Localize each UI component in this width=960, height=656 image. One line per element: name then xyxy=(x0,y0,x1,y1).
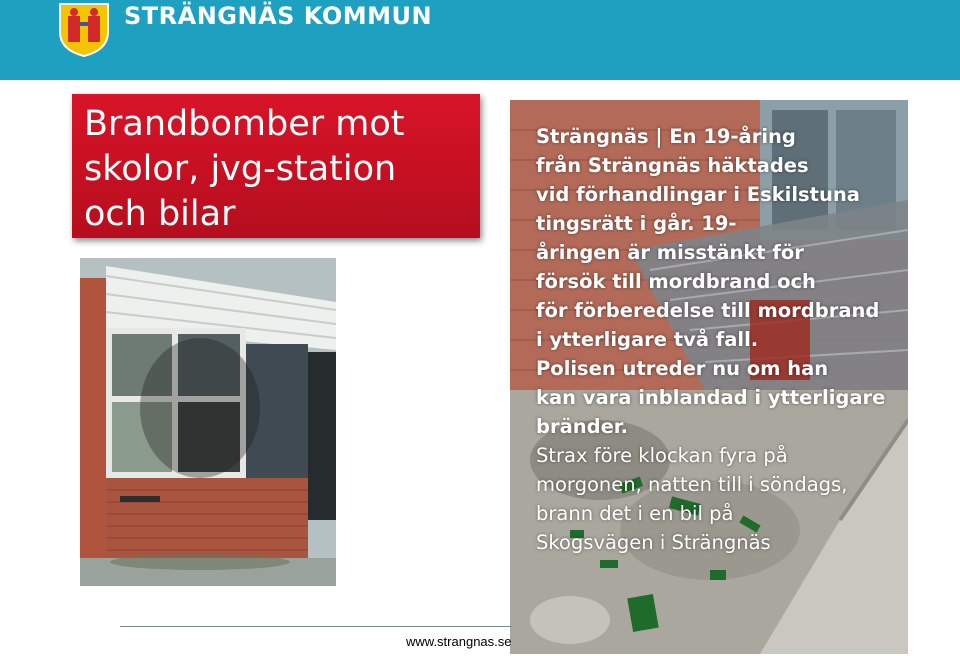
article-line: i ytterligare två fall. xyxy=(536,328,759,351)
article-line: Polisen utreder nu om han xyxy=(536,357,829,380)
title-line: och bilar xyxy=(84,194,236,234)
title-line: skolor, jvg-station xyxy=(84,149,397,189)
brand-wordmark: STRÄNGNÄS KOMMUN xyxy=(124,2,433,30)
article-line: från Strängnäs häktades xyxy=(536,154,809,177)
article-line: försök till mordbrand och xyxy=(536,270,816,293)
article-line: vid förhandlingar i Eskilstuna xyxy=(536,183,860,206)
footer-divider xyxy=(120,626,512,627)
municipality-crest-icon xyxy=(58,2,110,58)
article-line: Skogsvägen i Strängnäs xyxy=(536,531,771,554)
school-wall-photo xyxy=(80,258,336,586)
article-line: Strängnäs | En 19-åring xyxy=(536,125,796,148)
article-line: Strax före klockan fyra på xyxy=(536,444,788,467)
article-line: tingsrätt i går. 19- xyxy=(536,212,737,235)
article-text xyxy=(536,122,906,557)
slide-title xyxy=(72,94,480,238)
article-line: för förberedelse till mordbrand xyxy=(536,299,880,322)
article-line: brann det i en bil på xyxy=(536,502,734,525)
article-line: bränder. xyxy=(536,415,629,438)
article-line: åringen är misstänkt för xyxy=(536,241,804,264)
article-line: morgonen, natten till i söndags, xyxy=(536,473,848,496)
header-band xyxy=(0,0,960,80)
footer-website-link[interactable]: www.strangnas.se xyxy=(406,634,512,649)
article-line: kan vara inblandad i ytterligare xyxy=(536,386,886,409)
title-line: Brandbomber mot xyxy=(84,104,405,144)
